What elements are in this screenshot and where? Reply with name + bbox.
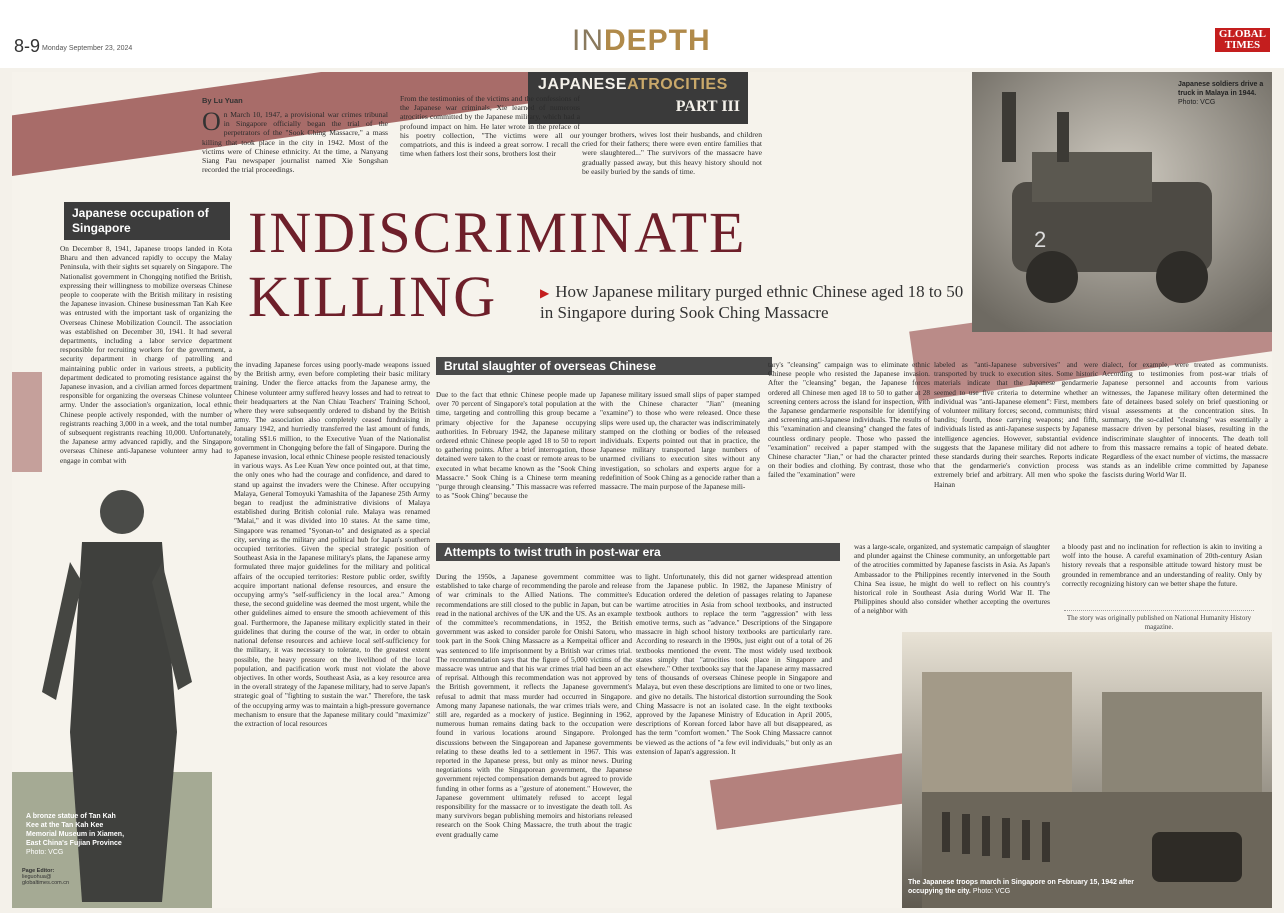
column-d-text: Japanese military issued small slips of paper stamped with the Chinese character "Jian" (meaning "examine") to those who were released. Once these slips were used up, the character was indiscriminately stamped on the clothing or bodies of the released individuals. Experts pointed out that in practice, the Japanese military transported large numbers of unarmed civilians to execution sites without any investigation, so scholars and experts argue for a redefinition of Sook Ching as a genocide rather than a massacre. The main purpose of the Japanese mili-	[600, 390, 760, 492]
intro-text-2: From the testimonies of the victims and the confessions of the Japanese war criminals, Xie learned of numerous atrocities committed by the Japanese military, which had a profound impact on him. He later wrote in the preface of his poetry collection, "The victims were all our compatriots, and this is indeed a great sorrow. I recall the time when fathers lost their sons, brothers lost their	[400, 94, 580, 159]
svg-text:2: 2	[1034, 227, 1047, 252]
byline: By Lu Yuan	[202, 96, 243, 105]
caption-text: The Japanese troops march in Singapore on February 15, 1942 after occupying the city.	[908, 879, 1135, 895]
column-i	[636, 572, 832, 908]
caption-statue	[26, 812, 126, 857]
column-e	[768, 360, 930, 530]
caption-credit: Photo: VCG	[1178, 99, 1216, 106]
editor-line3: globaltimes.com.cn	[22, 880, 70, 886]
march-photo-image	[902, 632, 1272, 908]
column-g	[1102, 360, 1268, 530]
logo-line2: TIMES	[1224, 39, 1261, 51]
editor-label: Page Editor:	[22, 868, 55, 874]
photo-truck	[972, 72, 1272, 332]
page-editor	[22, 868, 69, 886]
column-h	[436, 572, 632, 908]
series-title	[538, 76, 728, 94]
section-heading-text: Brutal slaughter of overseas Chinese	[444, 359, 657, 373]
column-b-text: the invading Japanese forces using poorly-made weapons issued by the British army, even before completing their basic military training. Under the fierce attacks from the Japanese army, the Chinese volunteer army suffered heavy losses and had to retreat to their headquarters at the Nan Chiau Teachers' Training School, where they were subsequently ordered to disband by the British army. The association also completely ceased fundraising in January 1942, and hurriedly transferred the last amount of funds, totaling S$1.6 million, to the Executive Yuan of the Nationalist government in Chongqing before the fall of Singapore. During the Japanese invasion, local ethnic Chinese people resisted tenaciously in various ways. As Lee Kuan Yew once pointed out, at that time, the only ones who had the courage and confidence, and dared to stand up against the invaders were the Chinese. After occupying Malaya, General Tomoyuki Yamashita of the Japanese 25th Army began to readjust the administrative divisions of Malaya established during British colonial rule. Malaya was renamed "Malai," and it was divided into 10 states. At the same time, Singapore was renamed "Syonan-to" and designated as a special city, serving as the military and political hub for Japan's southern occupied territories. Given the special strategic position of Southeast Asia in the Japanese military's plans, the Japanese army formulated three major guidelines for the military and political affairs of the occupied territories: Restore public order, swiftly acquire important national defense resources, and ensure the occupying army's "self-sufficiency in the local area." Among these, the second guideline was deemed the most urgent, while the other guidelines aimed to ensure the smooth achievement of this goal. Furthermore, the Japanese military explicitly stated in their guidelines that during the course of the war, in order to obtain national defense resources and achieve local self-sufficiency for the military, it was necessary to tolerate, to the greatest extent possible, the heavy pressure on the livelihood of the local population, and pacification work must not violate the above objectives. In other words, Southeast Asia, as a key resource area in the overall strategy of the Japanese military, had to serve Japan's strategic goal of "fighting to sustain the war." Therefore, the task of the occupying army was to maintain a high-pressure governance mechanism to ensure that the Japanese military could "maximize" the extraction of local resources	[234, 360, 430, 728]
subtitle-text: How Japanese military purged ethnic Chinese aged 18 to 50 in Singapore during Sook Ching Massacre	[540, 282, 964, 322]
column-a-text: On December 8, 1941, Japanese troops landed in Kota Bharu and then advanced rapidly to occupy the Malay Peninsula, with their sights set squarely on Singapore. The Nationalist government in Chongqing notified the British, expressing their willingness to mobilize overseas Chinese people to cooperate with the British military in resisting the Japanese invasion. Chinese businessman Tan Kah Kee was entrusted with the important task of organizing the Overseas Chinese Mobilization Council. The association was established on December 30, 1941. It had several departments, including a labor service department responsible for recruiting workers for the government, a security department in charge of patrolling and maintaining public order in various streets, a publicity department dedicated to promoting resistance against the Japanese invasion, and a civilian armed forces department responsible for organizing the overseas Chinese volunteer army. Under the association's organization, local ethnic Chinese people actively responded, with the number of registrants reaching 3,000 in a week, and the total number of subsequent registrants reaching 10,000. Unfortunately, the Japanese army advanced rapidly, and the Singapore overseas Chinese anti-Japanese volunteer army had to engage in combat with	[60, 244, 232, 465]
column-d	[600, 390, 760, 530]
dropcap: O	[202, 110, 221, 136]
intro-column-1	[202, 110, 388, 190]
column-h-text: During the 1950s, a Japanese government committee was established to take charge of recommending the parole and release of war criminals to the Allied Nations. The committee's recommendations are still closed to the public in Japan, but can be read in the national archives of the UK and the US. As an example of the committee's recommendations, in 1952, the British government was asked to consider parole for Onishi Satoru, who took part in the Sook Ching Massacre as a Kempeitai officer and was sentenced to life imprisonment by a British war crimes trial. The recommendation says that the figure of 5,000 victims of the massacre was untrue and that his war crimes trial had been an act of reprisal. Although this recommendation was not approved by the British government, it reflects the Japanese government's refusal to admit that mass murder had occurred in Singapore. Among many Japanese nationals, the war crimes trials were, and still are, regarded as a mockery of justice. Beginning in 1962, numerous human remains dating back to the occupation were found in various locations around Singapore. Prolonged discussions between the Singaporean and Japanese governments relating to these deaths led to a settlement in 1967. This was reported in the Japanese press, but only as minor news. During negotiations with the Singaporean government, the Japanese government rejected compensation demands but agreed to provide funding in other forms as a "gesture of atonement." However, the Japanese government ultimately refused to accept legal responsibility for the massacre or to investigate the death toll. As many survivors began publishing memoirs and historians released research on the Sook Ching Massacre, the truth about the tragic event gradually came	[436, 572, 632, 839]
column-j-text: was a large-scale, organized, and systematic campaign of slaughter and plunder against the Chinese community, an unforgettable part of the atrocities committed by Japanese fascists in Asia. As Japan's Ambassador to the Philippines recently intervened in the South China Sea issue, he might do well to reflect on his country's historical role in Southeast Asia during World War II. The Philippines should also consider whether accepting the overtures of a neighbor with	[854, 542, 1050, 616]
column-c	[436, 390, 596, 530]
article-spread	[12, 72, 1272, 908]
page-number: 8-9	[14, 36, 41, 56]
series-part: PART III	[675, 98, 740, 115]
page-header	[0, 0, 1284, 68]
section-title	[572, 24, 711, 58]
headline-line2: KILLING	[248, 264, 498, 329]
intro-column-3	[582, 130, 762, 190]
logo-line1: GLOBAL	[1218, 28, 1266, 40]
caption-truck	[1178, 80, 1268, 107]
column-e-text: tary's "cleansing" campaign was to eliminate ethnic Chinese people who resisted the Japanese invasion. After the "cleansing" began, the Japanese forces ordered all Chinese men aged 18 to 50 to gather at 28 screening centers across the island for inspection, with the Japanese gendarmerie responsible for identifying and screening anti-Japanese individuals. The results of this "examination and cleansing" changed the fates of countless ordinary people. Those who passed the "examination" received a paper stamped with the Chinese character "Jian," or had the character printed on their bodies and clothing. By contrast, those who failed the "examination" were	[768, 360, 930, 480]
column-c-text: Due to the fact that ethnic Chinese people made up over 70 percent of Singapore's total population at the time, targeting and controlling this group became a primary objective for the Japanese occupying authorities. In February 1942, the Japanese military ordered ethnic Chinese people aged 18 to 50 to report to gathering points. After a brief interrogation, those detained were taken to the coast or remote areas to be executed in what became known as the "Sook Ching Massacre." Sook Ching is a Chinese term meaning "purge through cleansing." This massacre was referred to as "Sook Ching" because the	[436, 390, 596, 501]
intro-column-2	[400, 94, 580, 190]
section-heading-text: Attempts to twist truth in post-war era	[444, 545, 661, 559]
series-word1: JAPANESE	[538, 76, 628, 93]
caption-text: A bronze statue of Tan Kah Kee at the Tan Kah Kee Memorial Museum in Xiamen, East China's Fujian Province	[26, 813, 125, 847]
source-note: The story was originally published on National Humanity History magazine.	[1064, 610, 1254, 632]
section-prefix: IN	[572, 24, 604, 57]
truck-photo-image	[972, 72, 1272, 332]
section-heading-twist	[436, 543, 840, 561]
column-k-text: a bloody past and no inclination for reflection is akin to inviting a wolf into the house. A careful examination of 20th-century Asian history reveals that a responsible attitude toward history must be grounded in remembrance and an understanding of reality. Only by correctly recognizing history can we better shape the future.	[1062, 542, 1262, 588]
section-heading-occupation	[64, 202, 230, 240]
global-times-logo	[1215, 28, 1270, 52]
caption-march	[908, 878, 1158, 896]
arrow-right-icon: ▶	[540, 286, 550, 300]
column-i-text: to light. Unfortunately, this did not garner widespread attention from the Japanese public. In 1982, the Japanese Ministry of Education ordered the deletion of passages relating to Japanese wartime atrocities in Asia from school textbooks, and instructed textbook authors to replace the term "aggression" with less emotive terms, such as "advance." Descriptions of the Singapore massacre in high school history textbooks are particularly rare. According to research in the 1990s, just eight out of a total of 26 textbooks mentioned the event. The most widely used textbook states simply that "atrocities took place in Singapore and elsewhere." Other textbooks say that the Japanese army massacred tens of thousands of overseas Chinese people in Singapore and Malaya, but even these descriptions are limited to one or two lines, and give no details. The historical distortion surrounding the Sook Ching Massacre is not an isolated case. In the eight textbooks approved by the Japanese Ministry of Education in April 2005, descriptions of Korean forced labor have all but disappeared, as has the term "comfort women." The Sook Ching Massacre cannot be viewed as the actions of "a few evil individuals," but only as an extension of Japan's aggression. It	[636, 572, 832, 756]
column-b	[234, 360, 430, 908]
section-main: DEPTH	[604, 24, 711, 57]
photo-march	[902, 632, 1272, 908]
section-heading-slaughter	[436, 357, 772, 375]
intro-text-3: younger brothers, wives lost their husbands, and children cried for their fathers; there were even entire families that were slaughtered..." The survivors of the massacre have gradually passed away, but this heavy history should not be easily buried by the sands of time.	[582, 130, 762, 176]
caption-credit: Photo: VCG	[26, 849, 64, 856]
column-f-text: labeled as "anti-Japanese subversives" and were transported by truck to execution sites. Some historic materials indicate that the Japanese gendarmerie seemed to use five criteria to determine whether an individual was "anti-Japanese element": First, members of volunteer military forces; second, communists; third bandits; fourth, those carrying weapons; and fifth, individuals listed as anti-Japanese suspects by Japanese intelligence agencies. However, substantial evidence suggests that the Japanese military did not adhere to these standards during their searches. Reports indicate that the gendarmerie's conviction process was extremely brief and arbitrary. All men who spoke the Hainan	[934, 360, 1098, 489]
subtitle	[540, 282, 980, 323]
editor-line2: lieguohua@	[22, 874, 52, 880]
column-a	[60, 244, 232, 600]
series-word2: ATROCITIES	[627, 76, 728, 93]
column-k	[1062, 542, 1262, 602]
section-heading-text: Japanese occupation of Singapore	[72, 206, 209, 235]
column-f	[934, 360, 1098, 530]
headline-line1: INDISCRIMINATE	[248, 200, 747, 265]
caption-credit: Photo: VCG	[972, 888, 1011, 895]
column-g-text: dialect, for example, were treated as communists. According to testimonies from post-war trials of Japanese personnel and accounts from various witnesses, the Japanese military often determined the fate of detainees based solely on brief questioning or visual assessments at the concentration sites. In summary, the so-called "cleansing" was essentially a massacre driven by personal biases, resulting in the indiscriminate slaughter of innocents. The death toll from this massacre remains a topic of heated debate. Regardless of the exact number of victims, the massacre stands as an indelible crime committed by Japanese fascists during World War II.	[1102, 360, 1268, 480]
issue-date: Monday September 23, 2024	[42, 45, 133, 52]
intro-text-1: n March 10, 1947, a provisional war crimes tribunal in Singapore officially began the trial of the perpetrators of the "Sook Ching Massacre," a mass killing that took place in the city in 1942. Most of the victims were of Chinese ethnicity. At the time, a Nanyang Siang Pau newspaper journalist named Xie Songshan recorded the trial proceedings.	[202, 110, 388, 175]
caption-text: Japanese soldiers drive a truck in Malaya in 1944.	[1178, 81, 1264, 97]
